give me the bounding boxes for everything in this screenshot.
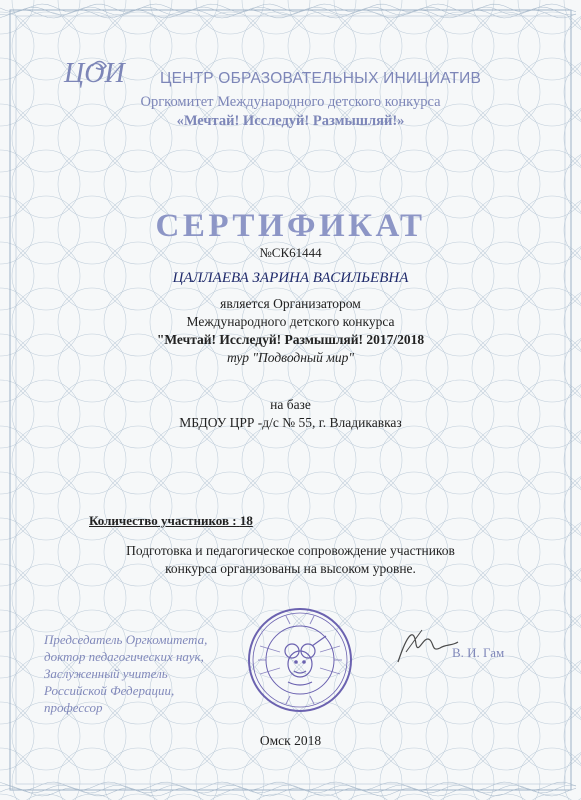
organization-name: ЦЕНТР ОБРАЗОВАТЕЛЬНЫХ ИНИЦИАТИВ [160, 70, 482, 87]
certificate-content [14, 14, 567, 786]
base-label: на базе [270, 397, 311, 412]
organization-logo [62, 56, 152, 88]
logo-letters: ЦОИ [64, 58, 125, 88]
contest-type: Международного детского конкурса [186, 314, 395, 329]
organizing-committee: Оргкомитет Международного детского конкурса [140, 94, 441, 110]
note-line-2: конкурса организованы на высоком уровне. [165, 561, 416, 576]
certificate-title: СЕРТИФИКАТ [155, 208, 426, 244]
signer-credentials [44, 631, 244, 716]
contest-tour: тур "Подводный мир" [226, 350, 354, 365]
recipient-role: является Организатором [220, 296, 361, 311]
contest-title: "Мечтай! Исследуй! Размышляй! 2017/2018 [156, 332, 425, 347]
place-and-year: Омск 2018 [259, 733, 322, 748]
contest-name-header: «Мечтай! Исследуй! Размышляй!» [176, 113, 405, 129]
signer-name: В. И. Гам [452, 645, 505, 660]
official-seal-stamp [246, 606, 354, 714]
participants-value: 18 [239, 513, 253, 528]
recipient-name: ЦАЛЛАЕВА ЗАРИНА ВАСИЛЬЕВНА [172, 270, 409, 286]
institution-name: МБДОУ ЦРР -д/с № 55, г. Владикавказ [179, 415, 402, 430]
signer-line-1: Председатель Оргкомитета, [44, 632, 208, 647]
participants-label: Количество участников : [89, 513, 237, 528]
signer-line-4: Российской Федерации, [44, 683, 175, 698]
participants-count [89, 513, 253, 529]
certificate-number: №СК61444 [259, 245, 322, 260]
signer-line-2: доктор педагогических наук, [44, 649, 204, 664]
signer-line-5: профессор [44, 700, 103, 715]
signer-line-3: Заслуженный учитель [44, 666, 168, 681]
note-line-1: Подготовка и педагогическое сопровождение участников [126, 543, 455, 558]
